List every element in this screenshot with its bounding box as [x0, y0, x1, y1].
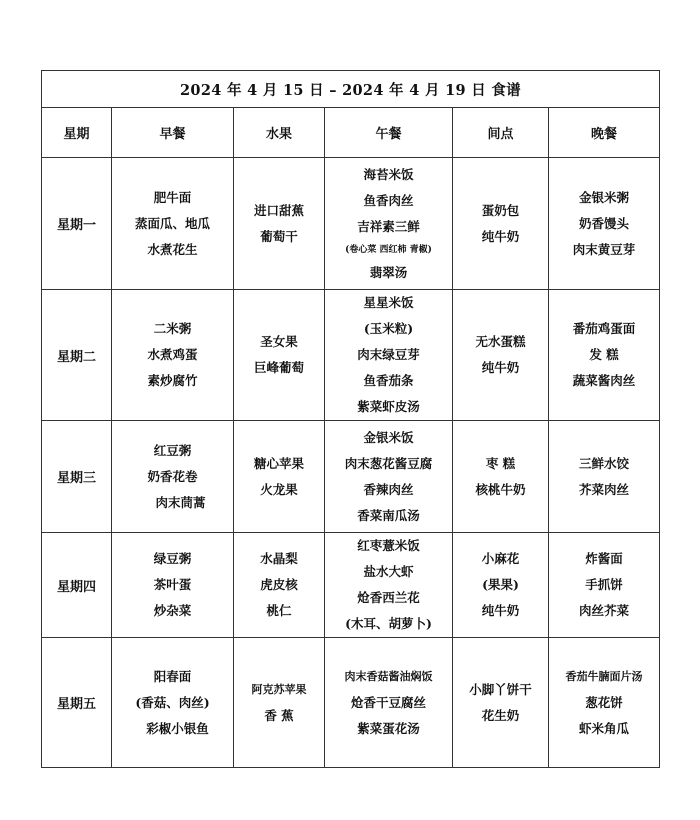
menu-title [42, 71, 660, 108]
menu-item: 蒸面瓜、地瓜 [134, 215, 210, 231]
menu-item: 肥牛面 [153, 189, 192, 205]
table-row [42, 290, 660, 421]
menu-item: (玉米粒) [363, 321, 414, 336]
breakfast-cell [112, 533, 234, 638]
dinner-cell [549, 158, 660, 290]
menu-item: 肉末香菇酱油焖饭 [344, 669, 433, 683]
menu-item: 小麻花 [481, 551, 520, 566]
menu-item: 鱼香肉丝 [363, 192, 414, 208]
menu-item: 纯牛奶 [481, 603, 520, 618]
menu-item: 肉末绿豆芽 [357, 347, 420, 362]
menu-item: 番茄鸡蛋面 [572, 321, 636, 336]
snack-cell [453, 421, 549, 533]
menu-item: 香辣肉丝 [363, 481, 414, 497]
menu-item: 香茄牛腩面片汤 [565, 669, 643, 683]
lunch-cell [325, 638, 453, 768]
header-breakfast: 早餐 [112, 108, 234, 158]
menu-item: 二米粥 [153, 321, 192, 336]
menu-item: (木耳、胡萝卜) [345, 616, 432, 631]
menu-item-note: (卷心菜 西红柿 青椒) [345, 244, 432, 255]
menu-item: 紫菜蛋花汤 [357, 720, 420, 736]
fruit-cell [234, 421, 325, 533]
menu-item: 火龙果 [260, 481, 298, 497]
weekly-menu-table [41, 70, 660, 768]
menu-item: 肉丝芥菜 [579, 603, 630, 618]
menu-item: 蔬菜酱肉丝 [572, 373, 636, 388]
menu-item: 巨峰葡萄 [253, 360, 304, 375]
menu-item: 纯牛奶 [481, 360, 520, 375]
menu-item: 绿豆粥 [153, 551, 192, 566]
table-row [42, 158, 660, 290]
menu-item: 星星米饭 [363, 295, 414, 310]
menu-item: 肉末葱花酱豆腐 [344, 455, 433, 471]
menu-item: 红豆粥 [153, 442, 192, 458]
menu-item: 糖心苹果 [253, 455, 304, 471]
header-snack: 间点 [453, 108, 549, 158]
header-day: 星期 [42, 108, 112, 158]
menu-item: 虾米角瓜 [579, 720, 630, 736]
breakfast-cell [112, 638, 234, 768]
lunch-cell [325, 290, 453, 421]
fruit-cell [234, 158, 325, 290]
menu-item: 翡翠汤 [369, 264, 408, 280]
menu-item: 肉末茼蒿 [155, 494, 206, 510]
menu-item: 水煮鸡蛋 [147, 347, 198, 362]
lunch-cell [325, 421, 453, 533]
menu-item: 鱼香茄条 [363, 373, 414, 388]
menu-item: 炸酱面 [585, 551, 623, 566]
header-lunch: 午餐 [325, 108, 453, 158]
menu-item: 炒杂菜 [153, 603, 192, 618]
snack-cell [453, 638, 549, 768]
menu-item: 阿克苏苹果 [251, 682, 307, 696]
menu-item: 葱花饼 [585, 694, 623, 710]
menu-item: 茶叶蛋 [153, 577, 192, 592]
dinner-cell [549, 290, 660, 421]
menu-item: 盐水大虾 [363, 564, 414, 579]
snack-cell [453, 158, 549, 290]
menu-item: 彩椒小银鱼 [146, 720, 209, 736]
menu-item: 奶香馒头 [579, 215, 630, 231]
snack-cell [453, 290, 549, 421]
day-cell: 星期二 [42, 290, 112, 421]
menu-item: 发 糕 [589, 347, 619, 362]
fruit-cell [234, 533, 325, 638]
menu-item: 奶香花卷 [147, 468, 198, 484]
menu-item: 圣女果 [260, 334, 298, 349]
header-fruit: 水果 [234, 108, 325, 158]
menu-item: 虎皮核 [260, 577, 298, 592]
menu-title-text: 2024 年 4 月 15 日 – 2024 年 4 月 19 日 食谱 [180, 81, 521, 99]
menu-item: 紫菜虾皮汤 [357, 399, 420, 414]
menu-item: 香菜南瓜汤 [357, 507, 420, 523]
dinner-cell [549, 638, 660, 768]
menu-item: 香 蕉 [264, 707, 294, 723]
menu-item: 水煮花生 [147, 241, 198, 257]
snack-cell [453, 533, 549, 638]
menu-item: 葡萄干 [260, 228, 298, 244]
menu-item: (香菇、肉丝) [135, 694, 210, 710]
menu-item: 炝香西兰花 [357, 590, 420, 605]
menu-item: 水晶梨 [260, 551, 298, 566]
menu-item: 桃仁 [266, 603, 292, 618]
table-row [42, 533, 660, 638]
menu-item: 核桃牛奶 [475, 481, 526, 497]
menu-item: 进口甜蕉 [253, 202, 304, 218]
menu-item: 金银米粥 [579, 189, 630, 205]
day-cell: 星期五 [42, 638, 112, 768]
dinner-cell [549, 533, 660, 638]
dinner-cell [549, 421, 660, 533]
menu-item: 炝香干豆腐丝 [350, 694, 426, 710]
header-dinner: 晚餐 [549, 108, 660, 158]
day-cell: 星期三 [42, 421, 112, 533]
day-cell: 星期四 [42, 533, 112, 638]
table-row [42, 638, 660, 768]
menu-item: (果果) [482, 577, 519, 592]
menu-item: 素炒腐竹 [147, 373, 198, 388]
menu-item: 三鲜水饺 [579, 455, 630, 471]
lunch-cell [325, 533, 453, 638]
menu-item: 无水蛋糕 [475, 334, 526, 349]
menu-item: 手抓饼 [585, 577, 623, 592]
menu-item: 枣 糕 [485, 455, 516, 471]
menu-item: 蛋奶包 [481, 202, 520, 218]
menu-item: 海苔米饭 [363, 166, 414, 182]
menu-item: 红枣薏米饭 [357, 538, 420, 553]
breakfast-cell [112, 290, 234, 421]
table-row [42, 421, 660, 533]
menu-item: 阳春面 [153, 668, 192, 684]
menu-item: 金银米饭 [363, 429, 414, 445]
lunch-cell [325, 158, 453, 290]
breakfast-cell [112, 421, 234, 533]
menu-item: 吉祥素三鲜 [357, 218, 420, 234]
fruit-cell [234, 638, 325, 768]
menu-item: 小脚丫饼干 [469, 681, 532, 697]
day-cell: 星期一 [42, 158, 112, 290]
fruit-cell [234, 290, 325, 421]
breakfast-cell [112, 158, 234, 290]
menu-item: 花生奶 [481, 707, 520, 723]
menu-item: 肉末黄豆芽 [572, 241, 636, 257]
header-row [42, 108, 660, 158]
menu-item: 纯牛奶 [481, 228, 520, 244]
menu-item: 芥菜肉丝 [579, 481, 630, 497]
